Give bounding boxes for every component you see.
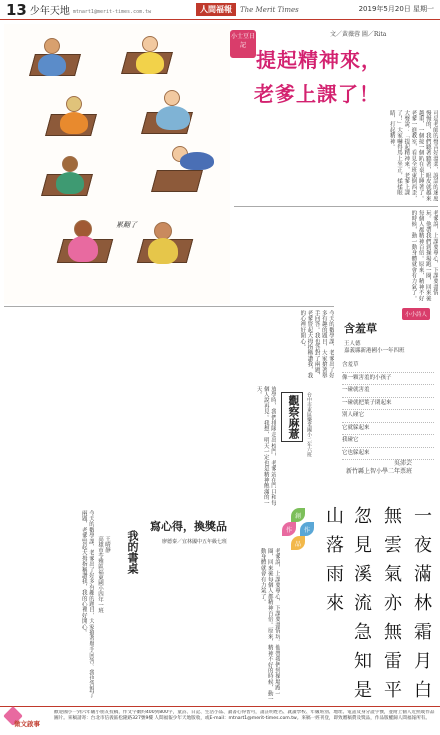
reading-body: 老爹說，上課要專心，下課要盡情玩。他帶我們到操場跑一圈，回來後每個人都精神百倍。原來，精神不好的時候，動一動身體就會有力氣了。	[259, 548, 280, 702]
calligraphy-char: 流	[354, 592, 372, 614]
contact-email[interactable]: mtnart1@merit-times.com.tw	[72, 8, 152, 15]
calligraphy-column	[322, 500, 348, 616]
calligraphy-char: 知	[354, 650, 372, 672]
calligraphy-char: 無	[384, 621, 402, 643]
calligraphy-char: 月	[414, 650, 432, 672]
article-body-bottom: 放學時，我們排隊走出校門，老爹站在門口和每個人說再見。我想，明天一定也是精神飽滿的一天。	[255, 386, 276, 506]
watch-byline: 台中市東區樂業國小二年六班	[306, 392, 312, 457]
issue-date: 2019年5月20日 星期一	[358, 5, 434, 13]
calligraphy-column	[350, 500, 376, 703]
section-title: 少年天地	[29, 6, 70, 17]
book-author: 王晴靜	[104, 536, 110, 553]
calligraphy-char: 林	[414, 592, 432, 614]
poem-line: 一碰就害羞	[342, 385, 434, 398]
poem-line: 別人碰它	[342, 410, 434, 423]
feature-title-line1: 提起精神來，	[256, 48, 382, 72]
speech-bubble: 累翻了	[116, 221, 137, 229]
book-author-block	[96, 536, 110, 613]
notice-label: 徵文啟事	[14, 720, 40, 728]
leaf-label: 作	[300, 522, 314, 536]
calligraphy-char: 霜	[414, 621, 432, 643]
calligraphy-char: 平	[384, 679, 402, 701]
poem-line: 它也躲起來	[342, 448, 434, 461]
article-body-left: 今天的數學課，老爹出了好多有趣的題目，大家搶著舉手回答。我也答對了兩題，老爹豎起大拇指稱讚我，我的心裡好開心。	[299, 310, 334, 379]
watch-title: 觀察麻薏	[281, 392, 303, 442]
calligraphy-char: 夜	[414, 534, 432, 556]
poem-line: 像一顆害羞的小孩子	[342, 373, 434, 386]
poem-badge: 小小詩人	[402, 308, 430, 320]
calligraphy-char: 忽	[354, 505, 372, 527]
poem-school: 嘉義縣新港國小一年四班	[344, 348, 405, 354]
classroom-illustration	[4, 24, 230, 304]
poem-line: 我碰它	[342, 435, 434, 448]
calligraphy-char: 白	[414, 679, 432, 701]
calligraphy-char: 一	[414, 505, 432, 527]
calligraphy-char: 雲	[384, 534, 402, 556]
calligraphy-char: 亦	[384, 592, 402, 614]
calligraphy-author: 吳沛芸	[394, 460, 413, 467]
book-school: 高雄市苓雅區福東國小四年一班	[97, 536, 103, 613]
calligraphy-school: 新竹縣上智小學二年票班	[346, 468, 413, 475]
reading-title: 寫心得，換獎品	[150, 520, 227, 533]
feature-title-line2: 老爹上課了！	[254, 82, 380, 106]
calligraphy-char: 無	[384, 505, 402, 527]
calligraphy-char: 見	[354, 534, 372, 556]
masthead	[196, 3, 299, 16]
poem-card	[338, 308, 436, 458]
feature-byline: 文／黃薇蓉 圖／Rita	[330, 31, 387, 38]
book-body: 今天的數學課，老爹出了好多有趣的題目，大家搶著舉手回答。我也答對了兩題，老爹豎起大拇指稱讚我，我的心裡好開心。	[80, 510, 94, 699]
poem-author-block	[344, 341, 405, 355]
calligraphy-char: 是	[354, 679, 372, 701]
masthead-logo: 人間福報	[196, 3, 236, 16]
page-header	[0, 0, 440, 20]
poem-author: 王人德	[344, 341, 361, 347]
leaf-label: 創	[291, 508, 305, 522]
calligraphy-char: 雨	[326, 563, 344, 585]
calligraphy-label	[346, 460, 412, 476]
calligraphy-char: 氣	[384, 563, 402, 585]
calligraphy-char: 急	[354, 621, 372, 643]
diary-badge: 小士豆日記	[230, 30, 256, 58]
book-title: 我的書桌	[126, 530, 139, 574]
reading-byline: 廖德秦／宜林國中五年級七班	[162, 539, 228, 545]
poem-title: 含羞草	[344, 322, 377, 335]
poem-line: 它就躲起來	[342, 423, 434, 436]
article-body-top: 可是老師的聲音好溫柔，說話的速度慢慢的，我們聽著聽著，眼皮就越來越重，一個接一個趴在桌上睡著了。老爹一進教室，看見全班東倒西歪，大聲說：「提起精神來，老爹上課了！」大家嚇得馬上坐正，揉揉眼睛，打起精神。	[388, 110, 438, 202]
calligraphy-column	[380, 500, 406, 703]
submission-notice	[0, 706, 440, 735]
masthead-english: The Merit Times	[240, 5, 299, 14]
calligraphy-char: 雷	[384, 650, 402, 672]
calligraphy-char: 山	[326, 505, 344, 527]
leaf-label: 作	[282, 522, 296, 536]
calligraphy-char: 落	[326, 534, 344, 556]
calligraphy-char: 溪	[354, 563, 372, 585]
page-number: 13	[6, 0, 27, 19]
poem-lines	[342, 360, 434, 460]
poem-line: 一碰就把葉子閉起來	[342, 398, 434, 411]
notice-text: 歡迎國小一到六年級小朋友投稿，作文字數約400到800字，童詩、日記、生活小品、讀書心得皆可，請註明姓名、就讀學校、年級班別、地址、電話及身分證字號，並附上個人近照或作品圖片。來稿請寄：台北市信義區松隆路327號9樓 人間福報少年天地版收，或E-mail：mtnart1@merit-times.com.tw。來稿一經刊登，即致贈稿費及獎品，作品版權歸人間福報所有。	[54, 710, 435, 722]
calligraphy-char: 滿	[414, 563, 432, 585]
flower-decoration-icon	[282, 508, 314, 550]
calligraphy-column	[410, 500, 436, 703]
poem-line: 含羞草	[342, 360, 434, 373]
leaf-label: 品	[291, 536, 305, 550]
calligraphy-artwork	[318, 500, 436, 708]
calligraphy-char: 來	[326, 592, 344, 614]
article-body-mid: 老爹說，上課要專心，下課要盡情玩。他帶我們到操場跑一圈，回來後每個人都精神百倍。原來，精神不好的時候，動一動身體就會有力氣了。	[410, 210, 438, 302]
